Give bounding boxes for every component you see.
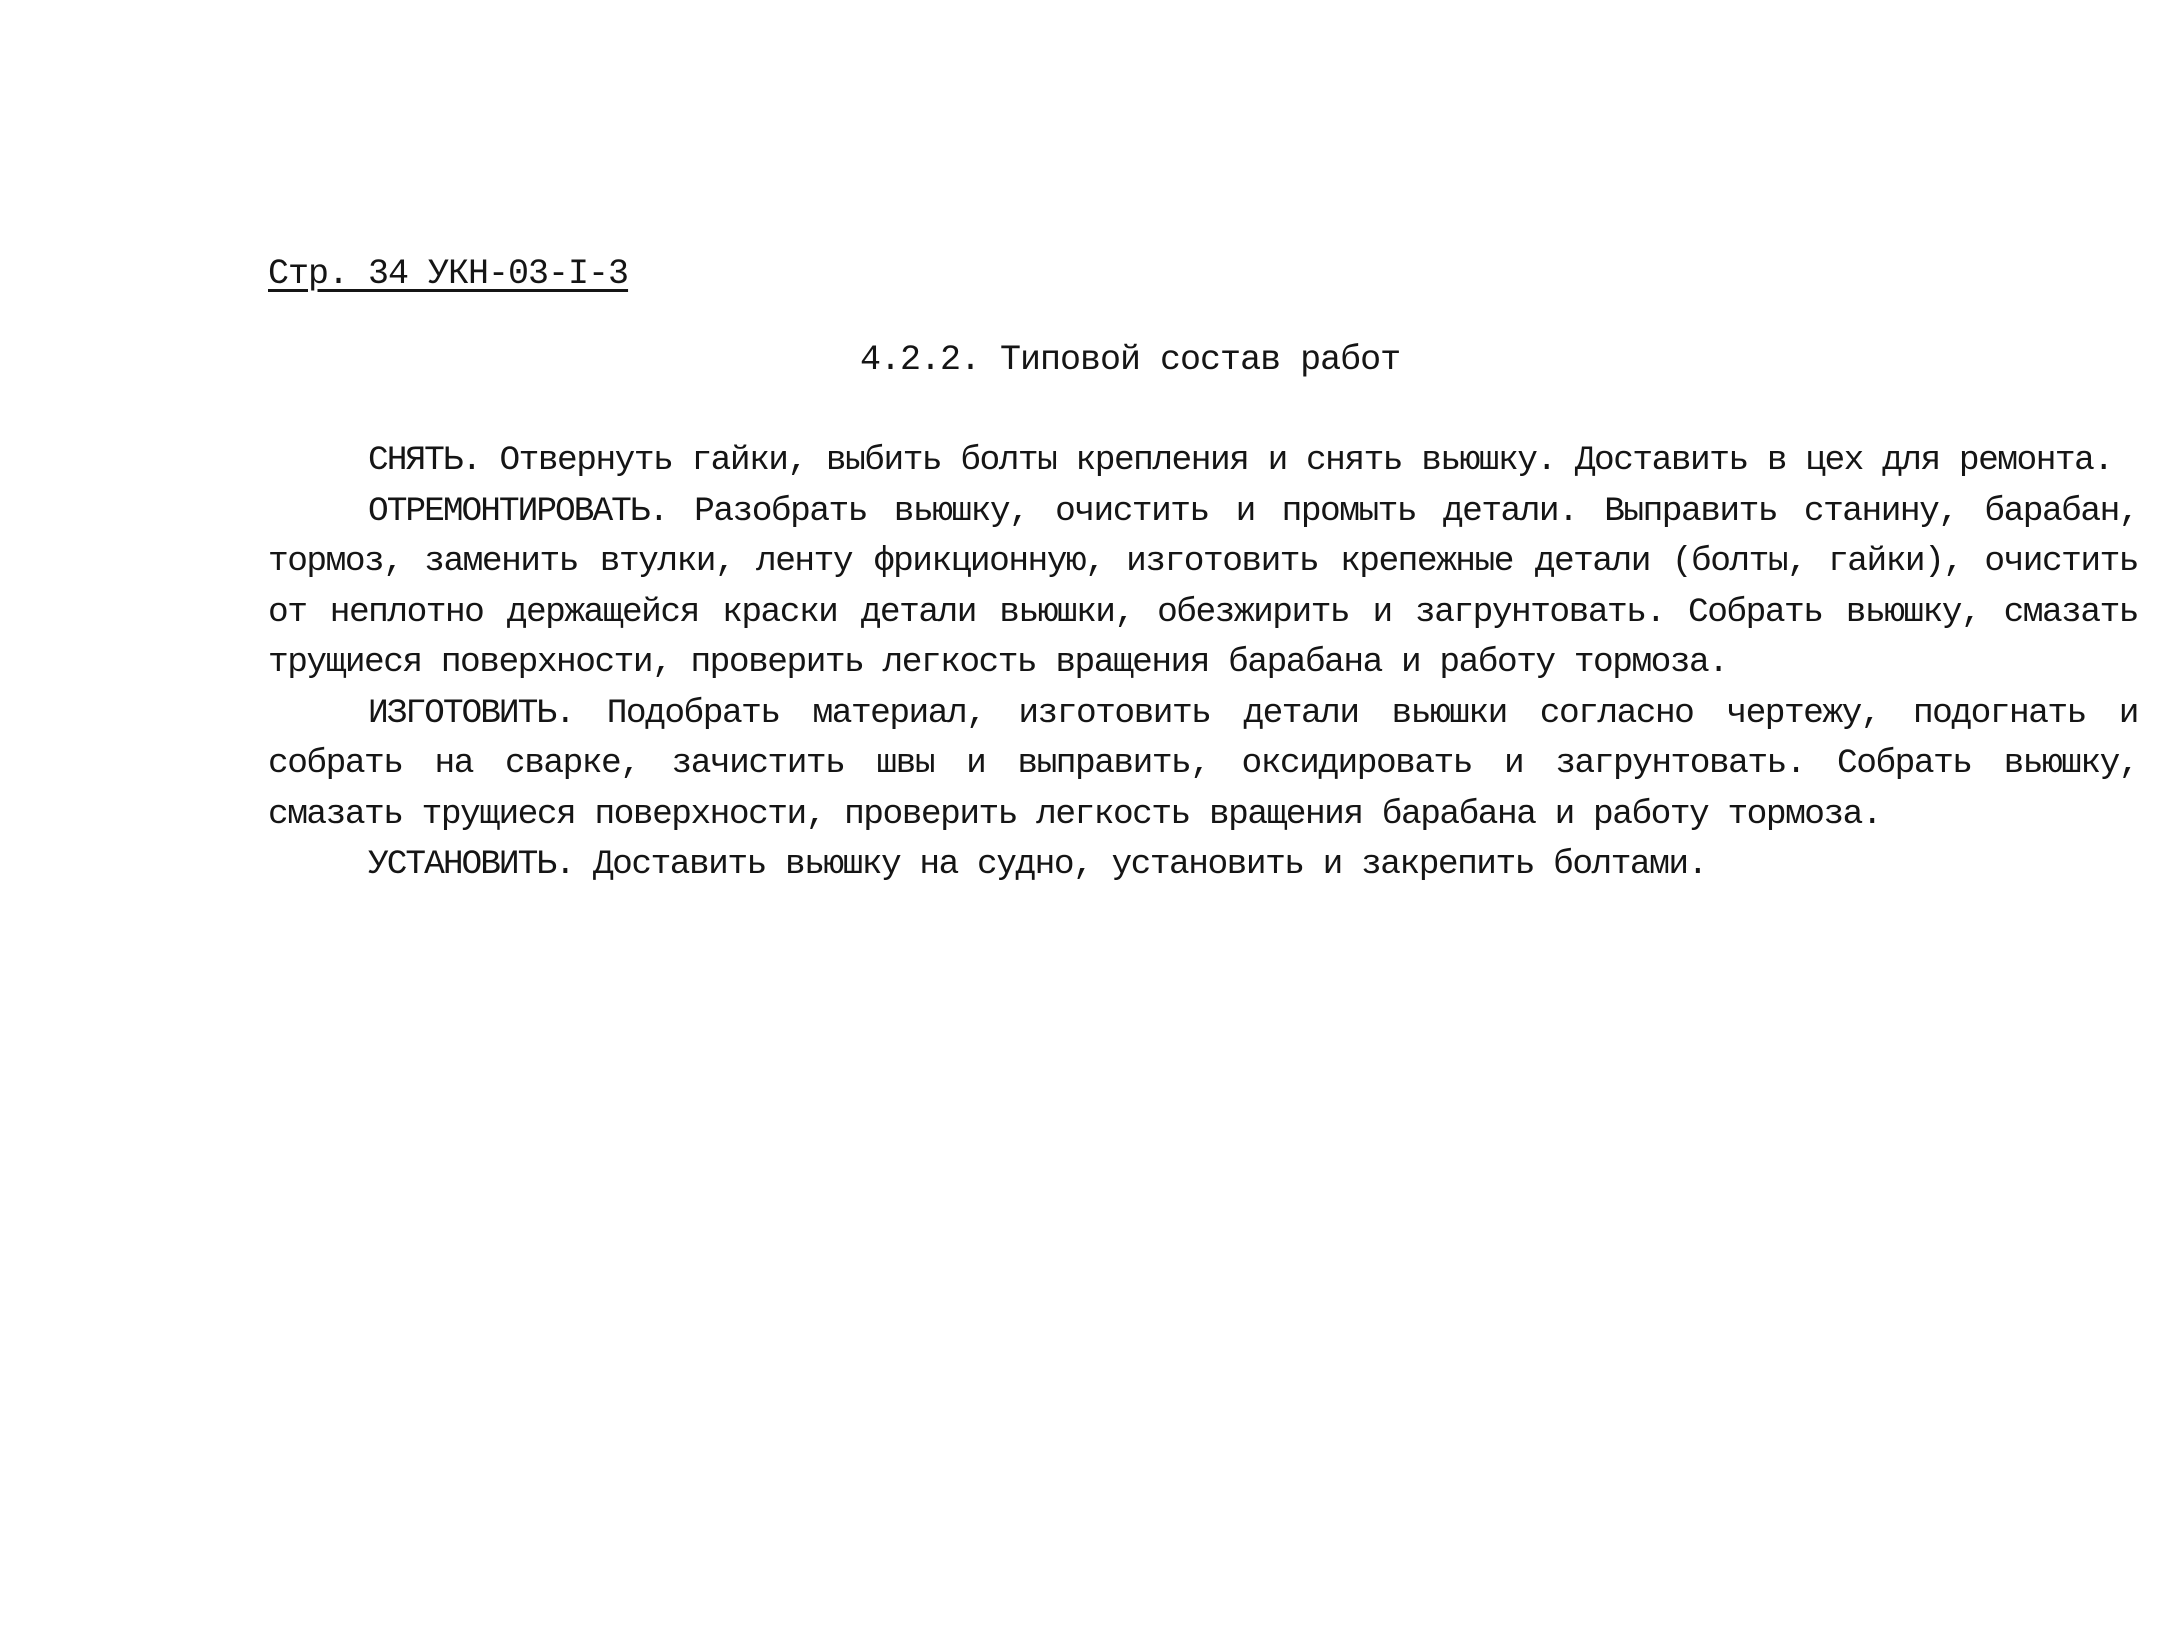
paragraph-keyword: ИЗГОТОВИТЬ.: [368, 693, 574, 733]
paragraph-remove: [268, 436, 2138, 487]
work-composition-text: [268, 436, 2138, 891]
paragraph-text: Отвернуть гайки, выбить болты крепления и снять вьюшку. Доставить в цех для ремонта.: [480, 441, 2113, 480]
paragraph-text: Подобрать материал, изготовить детали вьюшки согласно чертежу, подогнать и собрать на сварке, зачистить швы и выправить, оксидировать и загрунтовать. Собрать вьюшку, смазать трущиеся поверхности, проверить легкость вращения барабана и работу тормоза.: [268, 693, 2138, 834]
paragraph-keyword: УСТАНОВИТЬ.: [368, 845, 574, 884]
paragraph-install: [268, 840, 2138, 891]
page-header-reference: Стр. 34 УКН-03-I-3: [268, 254, 629, 294]
paragraph-repair: [268, 487, 2138, 689]
paragraph-manufacture: [268, 689, 2138, 841]
paragraph-keyword: СНЯТЬ.: [368, 441, 481, 480]
paragraph-text: Разобрать вьюшку, очистить и промыть детали. Выправить станину, барабан, тормоз, заменить втулки, ленту фрикционную, изготовить крепежные детали (болты, гайки), очистить от неплотно держащейся краски детали вьюшки, обезжирить и загрунтовать. Собрать вьюшку, смазать трущиеся поверхности, проверить легкость вращения барабана и работу тормоза.: [268, 491, 2138, 682]
paragraph-keyword: ОТРЕМОНТИРОВАТЬ.: [368, 491, 668, 531]
section-title: 4.2.2. Типовой состав работ: [860, 340, 1401, 380]
paragraph-text: Доставить вьюшку на судно, установить и закрепить болтами.: [573, 845, 1707, 884]
